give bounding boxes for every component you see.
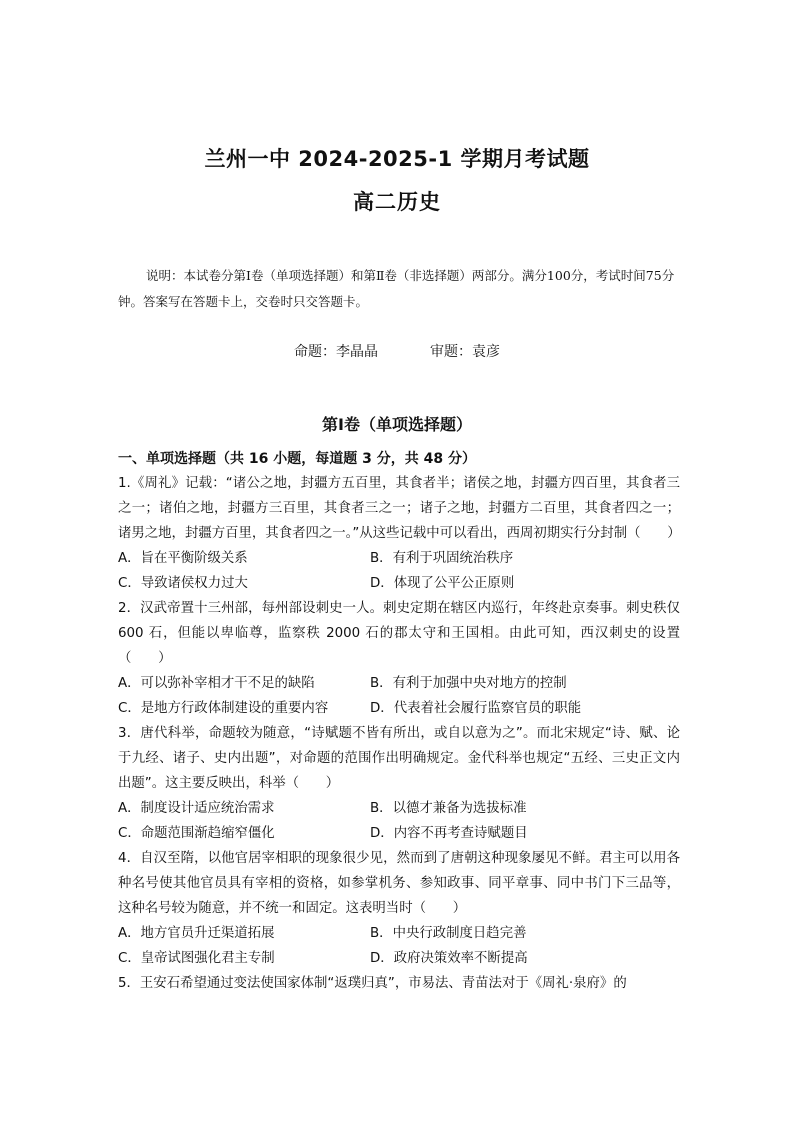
exam-subject: 高二历史 <box>353 190 441 214</box>
question-stem: 2．汉武帝置十三州部，每州部设刺史一人。刺史定期在辖区内巡行，年终赴京奏事。刺史秩仅 600 石，但能以卑临尊，监察秩 2000 石的郡太守和王国相。由此可知，西汉刺史的设置（ ） <box>118 601 680 666</box>
part-one-title: 第Ⅰ卷（单项选择题） <box>322 415 472 434</box>
question-stem: 5．王安石希望通过变法使国家体制“返璞归真”，市易法、青苗法对于《周礼·泉府》的 <box>118 976 627 991</box>
option-d: D．政府决策效率不断提高 <box>370 951 528 966</box>
option-b: B．中央行政制度日趋完善 <box>370 926 527 941</box>
option-b: B．有利于加强中央对地方的控制 <box>370 676 567 691</box>
option-a: A．可以弥补宰相才干不足的缺陷 <box>118 676 315 691</box>
exam-title: 兰州一中 2024-2025-1 学期月考试题 <box>204 147 590 171</box>
question-list <box>118 471 680 996</box>
question-item <box>118 721 680 846</box>
option-d: D．体现了公平公正原则 <box>370 576 515 591</box>
question-item <box>118 971 680 996</box>
option-d: D．内容不再考查诗赋题目 <box>370 826 528 841</box>
question-item <box>118 846 680 971</box>
question-item <box>118 471 680 596</box>
setter-credit: 命题：李晶晶 <box>294 344 378 360</box>
option-c: C．是地方行政体制建设的重要内容 <box>118 701 329 716</box>
instructions-note: 说明：本试卷分第Ⅰ卷（单项选择题）和第Ⅱ卷（非选择题）两部分。满分100分，考试时间75分钟。答案写在答题卡上，交卷时只交答题卡。 <box>118 268 675 309</box>
authors-line <box>0 341 794 361</box>
question-stem: 4．自汉至隋，以他官居宰相职的现象很少见，然而到了唐朝这种现象屡见不鲜。君主可以用各种名号使其他官员具有宰相的资格，如参掌机务、参知政事、同平章事、同中书门下三品等，这种名号较为随意，并不统一和固定。这表明当时（ ） <box>118 851 680 916</box>
option-d: D．代表着社会履行监察官员的职能 <box>370 701 582 716</box>
question-options <box>118 796 680 846</box>
question-stem: 1.《周礼》记载：“诸公之地，封疆方五百里，其食者半；诸侯之地，封疆方四百里，其食者三之一；诸伯之地，封疆方三百里，其食者三之一；诸子之地，封疆方二百里，其食者四之一；诸男之地，封疆方百里，其食者四之一。”从这些记载中可以看出，西周初期实行分封制（ ） <box>118 476 681 541</box>
question-stem: 3．唐代科举，命题较为随意，“诗赋题不皆有所出，或自以意为之”。而北宋规定“诗、赋、论于九经、诸子、史内出题”，对命题的范围作出明确规定。金代科举也规定“五经、三史正文内出题”。这主要反映出，科举（ ） <box>118 726 680 791</box>
question-item <box>118 596 680 721</box>
option-c: C．导致诸侯权力过大 <box>118 576 248 591</box>
reviewer-credit: 审题：袁彦 <box>430 344 500 360</box>
question-options <box>118 921 680 971</box>
option-c: C．命题范围渐趋缩窄僵化 <box>118 826 275 841</box>
option-a: A．制度设计适应统治需求 <box>118 801 275 816</box>
option-b: B．以德才兼备为选拔标准 <box>370 801 527 816</box>
option-a: A．地方官员升迁渠道拓展 <box>118 926 275 941</box>
section-heading: 一、单项选择题（共 16 小题，每道题 3 分，共 48 分） <box>118 451 476 467</box>
question-options <box>118 671 680 721</box>
option-c: C．皇帝试图强化君主专制 <box>118 951 275 966</box>
option-a: A．旨在平衡阶级关系 <box>118 551 248 566</box>
option-b: B．有利于巩固统治秩序 <box>370 551 514 566</box>
question-options <box>118 546 680 596</box>
